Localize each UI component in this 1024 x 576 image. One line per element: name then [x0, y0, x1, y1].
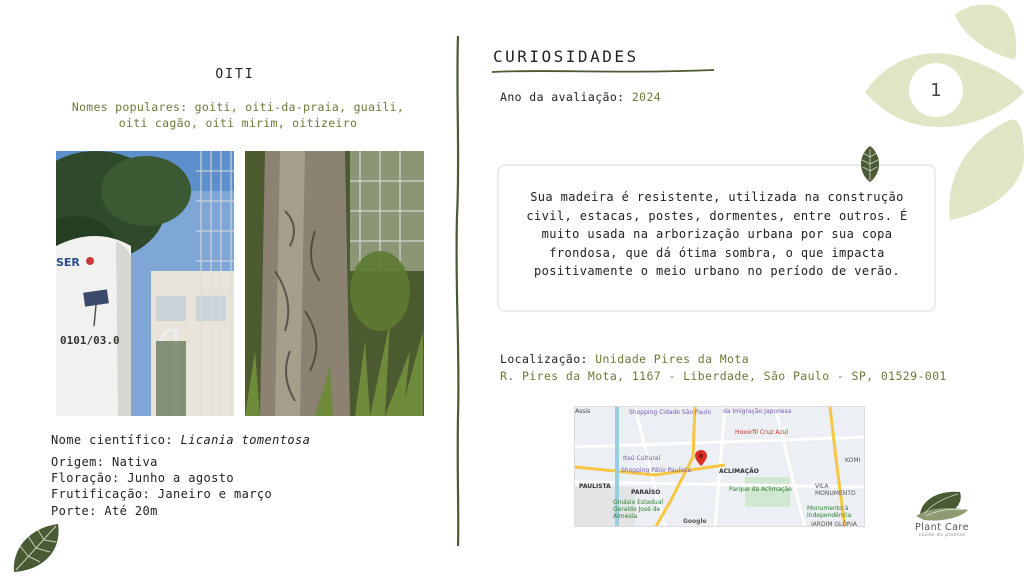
- map-label-ginasio: Ginásio Estadual Geraldo José de Almeida: [613, 499, 664, 520]
- scientific-name-label: Nome científico:: [51, 433, 181, 447]
- size-text: Porte: Até 20m: [51, 504, 158, 518]
- evaluation-year-label: Ano da avaliação:: [500, 90, 632, 104]
- map-label-komi: KOMI: [845, 457, 861, 464]
- map-label-aclimacao: ACLIMAÇÃO: [719, 468, 759, 475]
- map-label-google: Google: [683, 518, 707, 525]
- photo-tree-trunk: [245, 151, 424, 416]
- curiosities-title: CURIOSIDADES: [493, 47, 639, 66]
- map-label-paulista: PAULISTA: [579, 483, 611, 490]
- location-line: [500, 352, 749, 366]
- evaluation-year-value: 2024: [631, 90, 662, 104]
- map-label-paraiso: PARAÍSO: [631, 489, 661, 496]
- map-label-imigracao: da Imigração Japonesa: [723, 408, 792, 415]
- location-label: Localização:: [500, 352, 596, 366]
- evaluation-year: [500, 90, 661, 104]
- tank-brand-text: SER: [56, 256, 80, 269]
- map-label-patio-paulista: Shopping Pátio Paulista: [621, 467, 692, 474]
- location-map[interactable]: Assis Shopping Cidade São Paulo da Imigração Japonesa Hoxorfil Cruz Azul Itaú Cultural Shopping Pátio Paulista ACLIMAÇÃO PAULISTA PARAÍSO Parque da Aclimação Ginásio Estadual Geraldo José de Almeida VILA MONUMENTO Monumento à Independência Google KOMI JARDIM GLÓRIA: [574, 406, 865, 527]
- photo-tree-tank: [56, 151, 234, 416]
- description-text: Sua madeira é resistente, utilizada na construção civil, estacas, postes, dormentes, entre outros. É muito usada na arborização urbana por sua copa frondosa, que dá ótima sombra, o que impacta positivamente o meio urbano no período de verão.: [526, 190, 908, 278]
- plant-name: OITI: [215, 67, 255, 82]
- map-label-monumento: Monumento à Independência: [807, 505, 852, 519]
- tank-number-text: 0101/03.0: [60, 334, 120, 347]
- map-label-parque-aclimacao: Parque da Aclimação: [729, 486, 792, 493]
- popular-names: Nomes populares: goiti, oiti-da-praia, guaili, oiti cagão, oiti mirim, oitizeiro: [71, 100, 405, 130]
- origin-text: Origem: Nativa: [51, 455, 158, 469]
- corner-leaf-icon: [8, 520, 64, 576]
- vertical-divider: [452, 36, 464, 546]
- map-pin-icon[interactable]: [695, 450, 707, 466]
- scientific-name-value: Licania tomentosa: [180, 433, 311, 447]
- map-label-jardim-gloria: JARDIM GLÓRIA: [811, 521, 857, 527]
- logo-tagline: saúde de plantas: [918, 533, 966, 538]
- logo-name: Plant Care: [915, 522, 969, 533]
- map-label-hoxorfil: Hoxorfil Cruz Azul: [735, 429, 789, 436]
- page-number: 1: [909, 63, 963, 117]
- fruiting-text: Frutificação: Janeiro e março: [51, 487, 273, 501]
- scientific-name: [51, 433, 310, 447]
- location-address: R. Pires da Mota, 1167 - Liberdade, São Paulo - SP, 01529-001: [500, 369, 947, 383]
- map-label-itau-cultural: Itaú Cultural: [623, 455, 661, 462]
- map-label-vila-monumento: VILA MONUMENTO: [815, 483, 856, 497]
- title-underline: [492, 66, 714, 76]
- map-label-shopping-cidade: Shopping Cidade São Paulo: [629, 409, 712, 416]
- flowering-text: Floração: Junho a agosto: [51, 471, 234, 485]
- location-unit: Unidade Pires da Mota: [595, 352, 750, 366]
